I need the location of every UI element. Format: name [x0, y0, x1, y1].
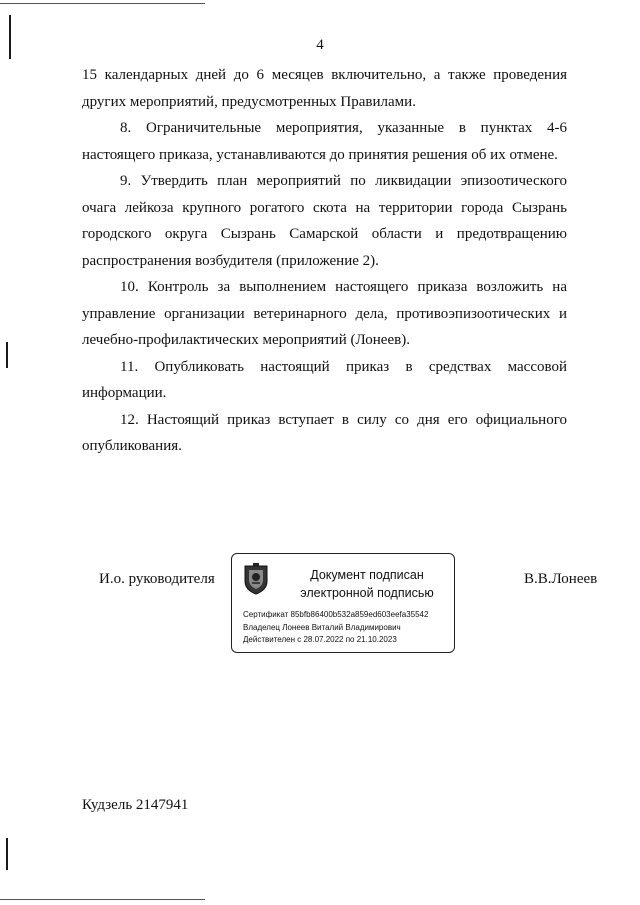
- paragraph-item-8: 8. Ограничительные мероприятия, указанные в пунктах 4-6 настоящего приказа, устанавливаются до принятия решения об их отмене.: [82, 120, 567, 163]
- paragraph-line: 15 календарных дней до 6 месяцев включительно, а также проведения: [82, 67, 567, 83]
- executor-info: Кудзель 2147941: [82, 797, 189, 813]
- stamp-title: [282, 566, 452, 602]
- paragraph-item-12: 12. Настоящий приказ вступает в силу со дня его официального опубликования.: [82, 411, 567, 454]
- stamp-title-line: Документ подписан: [310, 568, 424, 582]
- page-number: 4: [316, 37, 324, 53]
- coat-of-arms-icon: [242, 563, 270, 595]
- scan-top-rule: [0, 3, 205, 4]
- electronic-signature-stamp: [231, 553, 455, 653]
- signatory-position: И.о. руководителя: [99, 571, 215, 587]
- paragraph-item-10: 10. Контроль за выполнением настоящего приказа возложить на управление организации ветеринарного дела, противоэпизоотических и лечебно-профилактических мероприятий (Лонеев).: [82, 279, 567, 348]
- stamp-certificate: Сертификат 85bfb86400b532a859ed603eefa35542: [243, 610, 429, 619]
- paragraph-continuation: [82, 62, 567, 89]
- stamp-validity: Действителен с 28.07.2022 по 21.10.2023: [243, 635, 397, 644]
- paragraph-line: других мероприятий, предусмотренных Правилами.: [82, 93, 416, 110]
- paragraph-item-11: 11. Опубликовать настоящий приказ в средствах массовой информации.: [82, 358, 567, 401]
- stamp-title-line: электронной подписью: [300, 586, 434, 600]
- scan-edge-mark: [6, 838, 8, 870]
- scan-bottom-rule: [0, 899, 205, 900]
- paragraph-continuation-end: [82, 89, 567, 116]
- document-body: [82, 62, 567, 460]
- stamp-details: [243, 609, 451, 647]
- paragraph-item-9: 9. Утвердить план мероприятий по ликвидации эпизоотического очага лейкоза крупного рогатого скота на территории города Сызрань городского округа Сызрань Самарской области и предотвращению распространения возбудителя (приложение 2).: [82, 173, 567, 269]
- stamp-owner: Владелец Лонеев Виталий Владимирович: [243, 622, 401, 632]
- scan-edge-mark: [6, 342, 8, 368]
- signatory-name: В.В.Лонеев: [524, 571, 598, 587]
